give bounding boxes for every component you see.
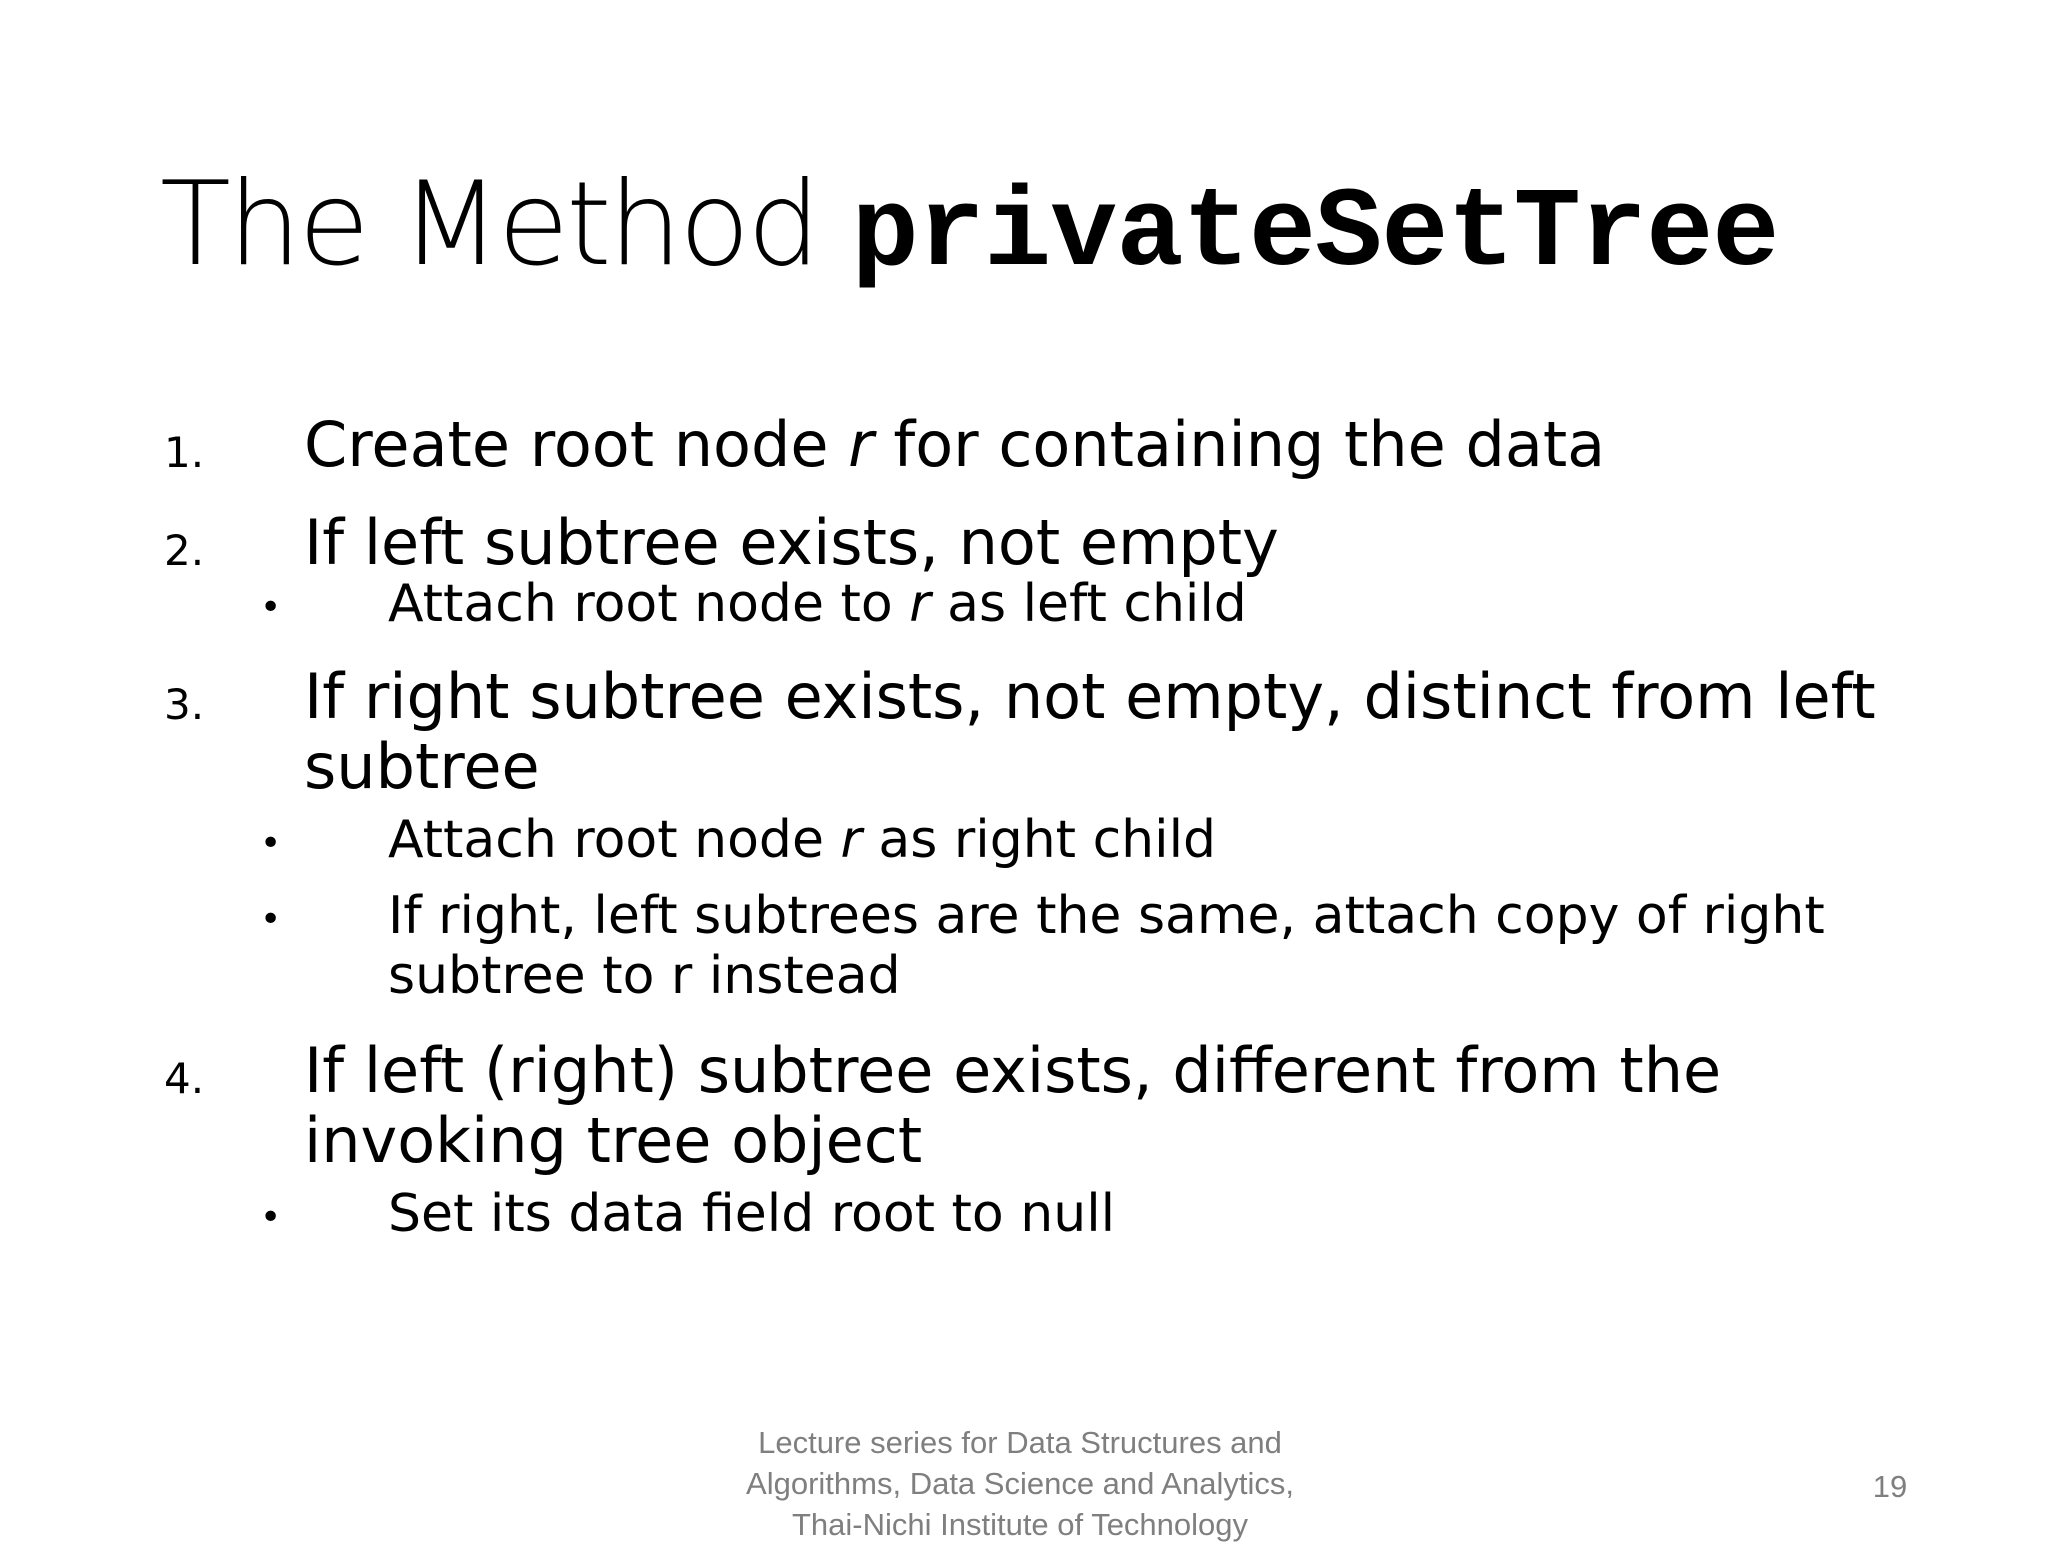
sub-text: Set its data field root to null [388,1184,1116,1244]
list-item-4 [160,1036,1900,1176]
item-text: If left subtree exists, not empty [304,506,1279,579]
list-item-1 [160,410,1900,480]
footer-line-2: Algorithms, Data Science and Analytics, [746,1466,1294,1501]
item-number: 4. [164,1054,205,1103]
content-list [160,410,1900,1244]
bullet-icon: • [260,899,282,940]
sub-text-line-2: subtree to r instead [388,946,901,1006]
slide-title [160,157,1920,298]
item-text-line-1: If right subtree exists, not empty, distinct from left [304,660,1876,733]
slide-footer [700,1422,1340,1545]
bullet-icon: • [260,823,282,864]
sub-text-after: as left child [930,574,1247,634]
title-code: privateSetTree [851,171,1779,298]
page-number: 19 [1872,1469,1908,1504]
sub-text-after: as right child [861,810,1217,870]
list-item-2 [160,508,1900,578]
item-number: 3. [164,680,205,729]
item-text-before: Create root node [304,408,849,481]
footer-line-3: Thai-Nichi Institute of Technology [791,1507,1249,1542]
sub-item-4-1 [160,1184,1900,1244]
sub-text-line-1: If right, left subtrees are the same, attach copy of right [388,886,1825,946]
item-text-line-2: invoking tree object [304,1104,923,1177]
item-text-line-2: subtree [304,730,540,803]
sub-item-3-2 [160,886,1900,1006]
title-text: The Method [160,157,852,292]
sub-item-2-1 [160,574,1900,634]
sub-text-italic: r [909,574,931,634]
sub-text-before: Attach root node to [388,574,910,634]
item-number: 1. [164,428,205,477]
item-text-after: for containing the data [873,408,1606,481]
sub-text-italic: r [840,810,862,870]
sub-item-3-1 [160,810,1900,870]
item-text-italic: r [848,408,874,481]
item-number: 2. [164,526,205,575]
sub-text-before: Attach root node [388,810,841,870]
footer-line-1: Lecture series for Data Structures and [758,1425,1282,1460]
item-text-line-1: If left (right) subtree exists, different from the [304,1034,1722,1107]
list-item-3 [160,662,1900,802]
bullet-icon: • [260,1197,282,1238]
bullet-icon: • [260,587,282,628]
